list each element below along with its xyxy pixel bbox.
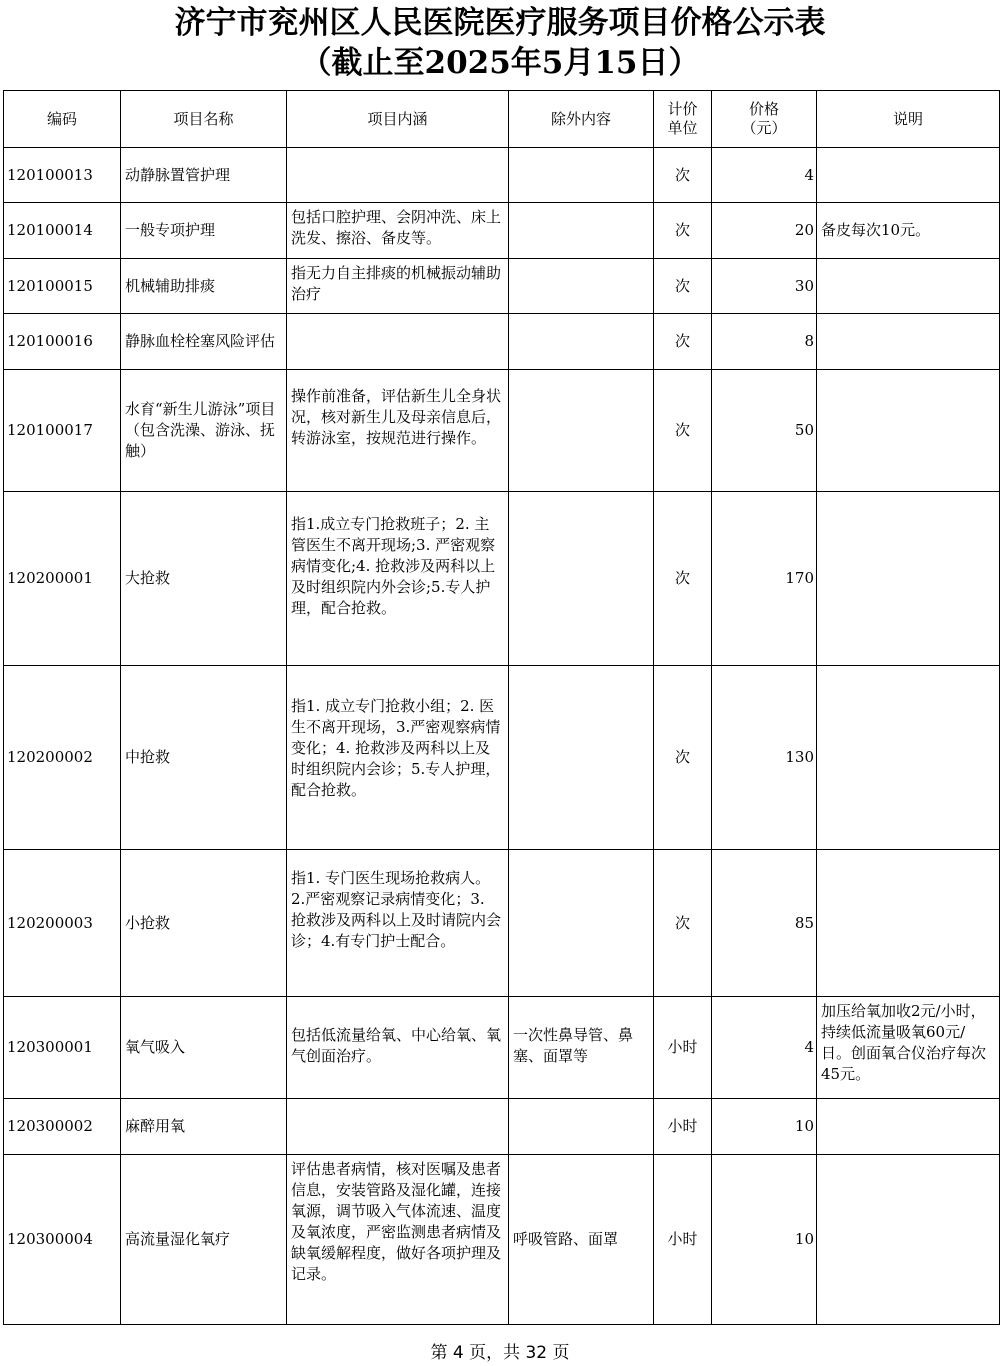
table-row — [4, 259, 1000, 314]
cell-unit: 次 — [654, 314, 712, 370]
cell-price: 10 — [712, 1099, 817, 1155]
cell-unit: 次 — [654, 666, 712, 850]
cell-excluded — [509, 1099, 654, 1155]
cell-price: 8 — [712, 314, 817, 370]
cell-content — [287, 148, 509, 203]
header-code: 编码 — [4, 91, 121, 148]
cell-content — [287, 314, 509, 370]
cell-excluded — [509, 666, 654, 850]
page-subtitle: （截止至2025年5月15日） — [300, 45, 700, 81]
cell-code: 120200002 — [4, 666, 121, 850]
table-row — [4, 370, 1000, 492]
cell-excluded — [509, 314, 654, 370]
cell-price: 20 — [712, 203, 817, 259]
header-note: 说明 — [817, 91, 1000, 148]
cell-unit: 次 — [654, 148, 712, 203]
cell-excluded — [509, 203, 654, 259]
cell-price: 50 — [712, 370, 817, 492]
cell-code: 120100016 — [4, 314, 121, 370]
cell-note — [817, 259, 1000, 314]
cell-code: 120100014 — [4, 203, 121, 259]
cell-price: 30 — [712, 259, 817, 314]
cell-name: 高流量湿化氧疗 — [121, 1155, 287, 1325]
cell-price: 10 — [712, 1155, 817, 1325]
cell-excluded: 呼吸管路、面罩 — [509, 1155, 654, 1325]
cell-unit: 次 — [654, 850, 712, 997]
page-footer: 第 4 页，共 32 页 — [430, 1343, 570, 1363]
cell-excluded: 一次性鼻导管、鼻塞、面罩等 — [509, 997, 654, 1099]
cell-note — [817, 1099, 1000, 1155]
cell-unit: 次 — [654, 203, 712, 259]
cell-unit: 次 — [654, 492, 712, 666]
cell-name: 动静脉置管护理 — [121, 148, 287, 203]
cell-name: 麻醉用氧 — [121, 1099, 287, 1155]
header-unit: 计价 单位 — [654, 91, 712, 148]
cell-name: 静脉血栓栓塞风险评估 — [121, 314, 287, 370]
header-excluded: 除外内容 — [509, 91, 654, 148]
table-row — [4, 314, 1000, 370]
cell-note — [817, 314, 1000, 370]
cell-name: 一般专项护理 — [121, 203, 287, 259]
cell-price: 170 — [712, 492, 817, 666]
cell-code: 120300002 — [4, 1099, 121, 1155]
table-row — [4, 666, 1000, 850]
cell-content — [287, 1099, 509, 1155]
cell-content: 评估患者病情，核对医嘱及患者信息，安装管路及湿化罐，连接氧源，调节吸入气体流速、温度及氧浓度，严密监测患者病情及缺氧缓解程度，做好各项护理及记录。 — [287, 1155, 509, 1325]
cell-content: 指1. 专门医生现场抢救病人。2.严密观察记录病情变化；3. 抢救涉及两科以上及时请院内会诊；4.有专门护士配合。 — [287, 850, 509, 997]
cell-code: 120300001 — [4, 997, 121, 1099]
cell-note — [817, 666, 1000, 850]
cell-note — [817, 370, 1000, 492]
table-row — [4, 997, 1000, 1099]
cell-content: 指1.成立专门抢救班子；2. 主管医生不离开现场;3. 严密观察病情变化;4. 抢救涉及两科以上及时组织院内外会诊;5.专人护理，配合抢救。 — [287, 492, 509, 666]
header-content: 项目内涵 — [287, 91, 509, 148]
cell-code: 120300004 — [4, 1155, 121, 1325]
cell-price: 4 — [712, 148, 817, 203]
cell-content: 包括口腔护理、会阴冲洗、床上洗发、擦浴、备皮等。 — [287, 203, 509, 259]
table-row — [4, 1155, 1000, 1325]
cell-content: 包括低流量给氧、中心给氧、氧气创面治疗。 — [287, 997, 509, 1099]
cell-unit: 次 — [654, 370, 712, 492]
cell-price: 130 — [712, 666, 817, 850]
cell-note — [817, 148, 1000, 203]
cell-code: 120100017 — [4, 370, 121, 492]
cell-note — [817, 1155, 1000, 1325]
cell-unit: 次 — [654, 259, 712, 314]
header-name: 项目名称 — [121, 91, 287, 148]
cell-note — [817, 492, 1000, 666]
cell-code: 120200001 — [4, 492, 121, 666]
cell-price: 85 — [712, 850, 817, 997]
cell-name: 机械辅助排痰 — [121, 259, 287, 314]
price-table — [3, 90, 1000, 1325]
header-price: 价格 （元） — [712, 91, 817, 148]
cell-content: 操作前准备，评估新生儿全身状况，核对新生儿及母亲信息后，转游泳室，按规范进行操作。 — [287, 370, 509, 492]
cell-code: 120200003 — [4, 850, 121, 997]
table-row — [4, 148, 1000, 203]
cell-content: 指无力自主排痰的机械振动辅助治疗 — [287, 259, 509, 314]
cell-excluded — [509, 259, 654, 314]
cell-excluded — [509, 148, 654, 203]
cell-excluded — [509, 850, 654, 997]
cell-name: 大抢救 — [121, 492, 287, 666]
cell-content: 指1. 成立专门抢救小组；2. 医生不离开现场，3.严密观察病情变化；4. 抢救涉及两科以上及时组织院内会诊；5.专人护理，配合抢救。 — [287, 666, 509, 850]
cell-name: 中抢救 — [121, 666, 287, 850]
cell-unit: 小时 — [654, 997, 712, 1099]
table-row — [4, 850, 1000, 997]
table-row — [4, 1099, 1000, 1155]
table-body — [4, 148, 1000, 1325]
cell-excluded — [509, 370, 654, 492]
table-row — [4, 492, 1000, 666]
table-header-row — [4, 91, 1000, 148]
cell-note: 加压给氧加收2元/小时，持续低流量吸氧60元/日。创面氧合仪治疗每次45元。 — [817, 997, 1000, 1099]
cell-code: 120100015 — [4, 259, 121, 314]
table-row — [4, 203, 1000, 259]
page-title: 济宁市兖州区人民医院医疗服务项目价格公示表 — [174, 5, 826, 41]
cell-name: 氧气吸入 — [121, 997, 287, 1099]
cell-excluded — [509, 492, 654, 666]
cell-unit: 小时 — [654, 1155, 712, 1325]
cell-price: 4 — [712, 997, 817, 1099]
cell-name: 小抢救 — [121, 850, 287, 997]
cell-note: 备皮每次10元。 — [817, 203, 1000, 259]
cell-note — [817, 850, 1000, 997]
cell-unit: 小时 — [654, 1099, 712, 1155]
cell-name: 水育“新生儿游泳”项目（包含洗澡、游泳、抚触） — [121, 370, 287, 492]
cell-code: 120100013 — [4, 148, 121, 203]
